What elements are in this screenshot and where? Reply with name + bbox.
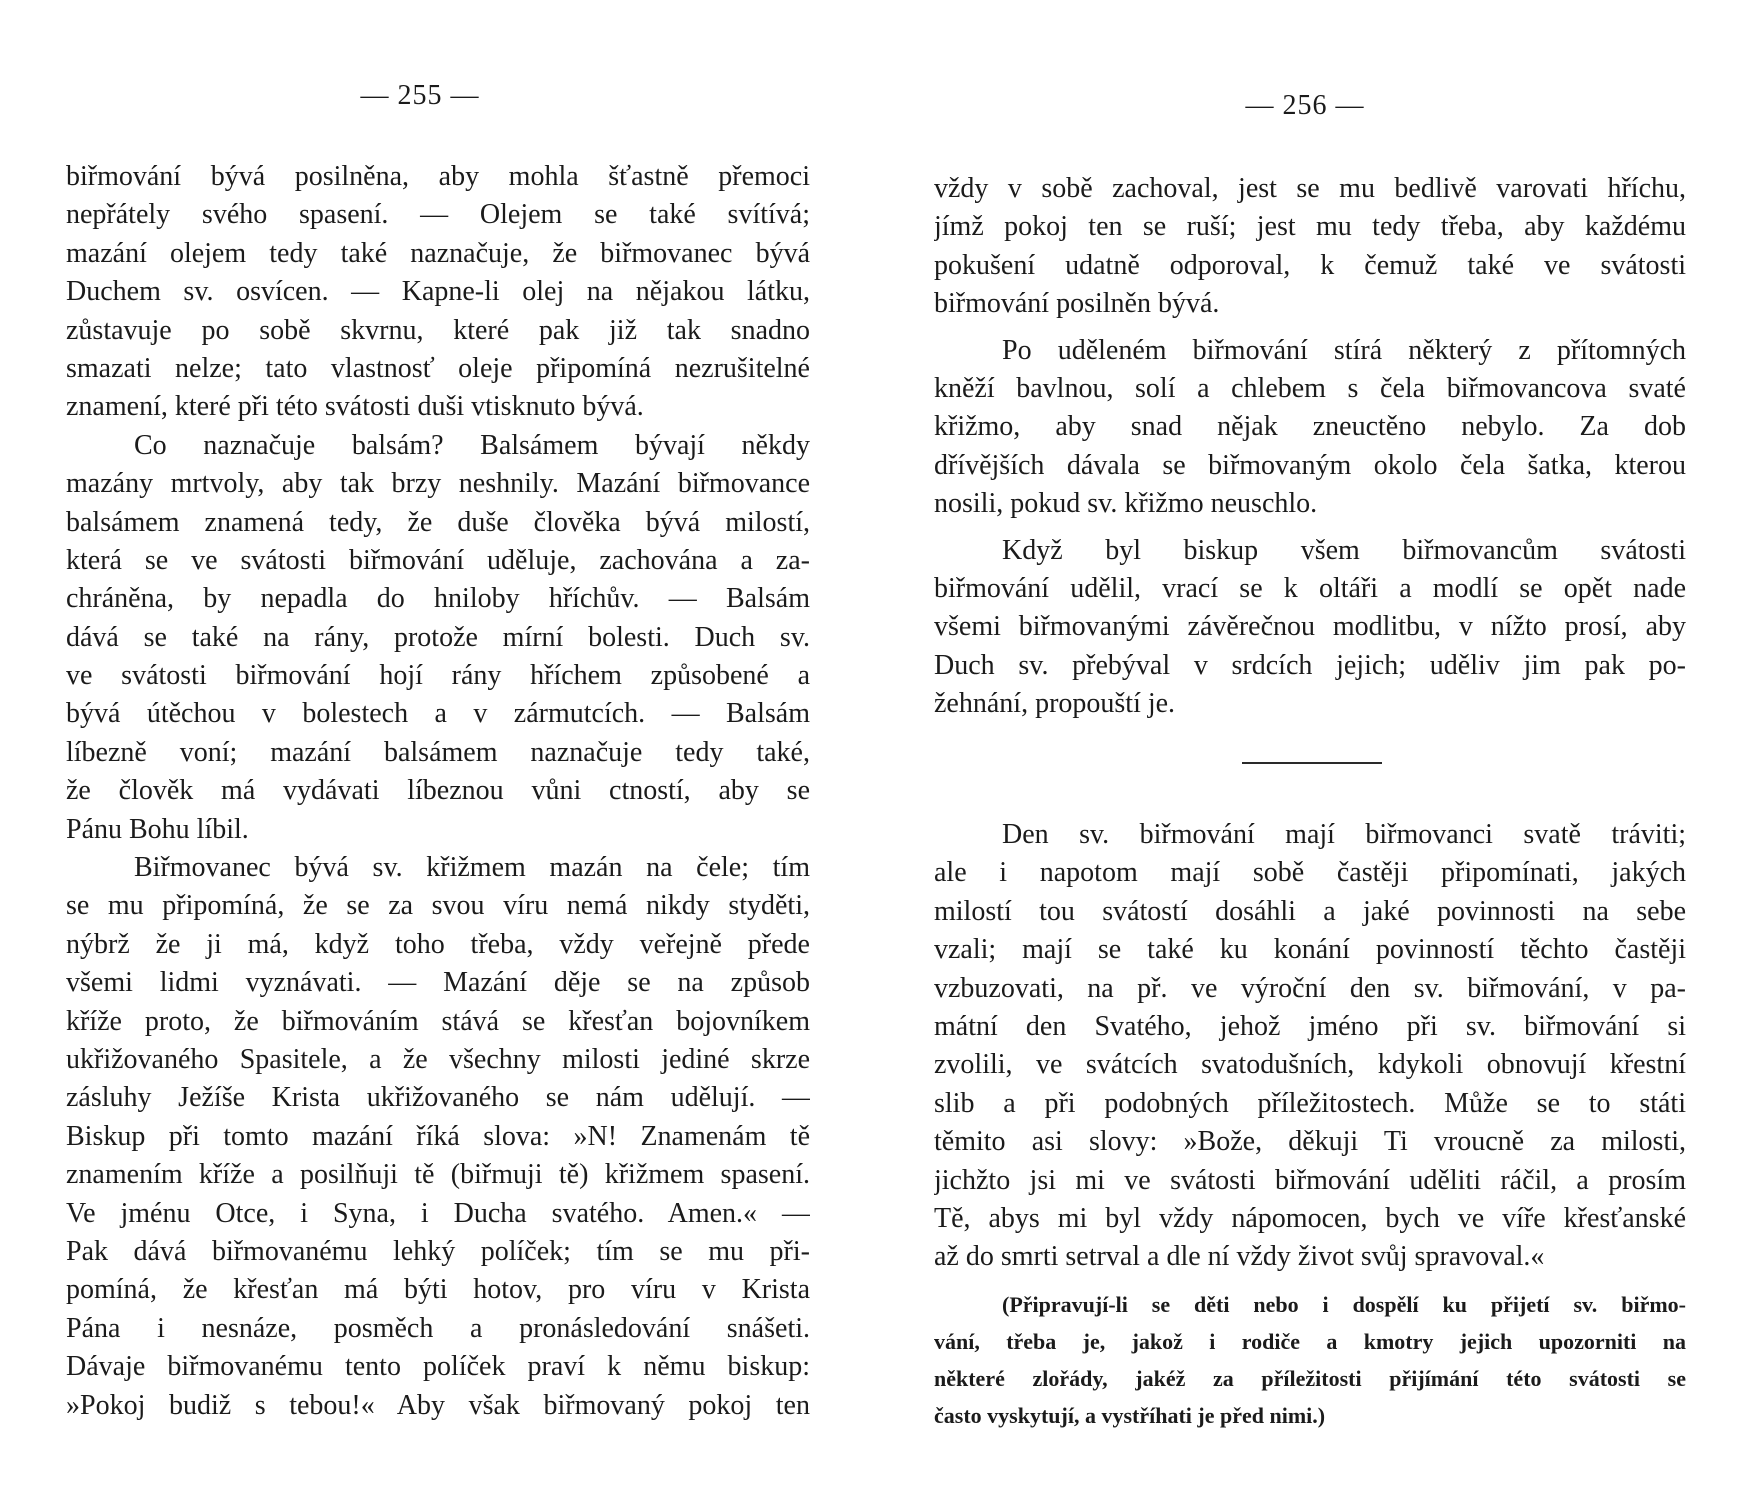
right-page-body [934,170,1686,723]
text-line: nýbrž že ji má, když toho třeba, vždy veřejně přede [66,928,810,960]
text-line: žehnání, propouští je. [934,688,1176,720]
text-line: zásluhy Ježíše Krista ukřižovaného se nám udělují. — [66,1082,810,1114]
text-line: slib a při podobných příležitostech. Může se to státi [934,1087,1686,1119]
text-line: mazání olejem tedy také naznačuje, že biřmovanec bývá [66,237,810,269]
text-line: Když byl biskup všem biřmovancům svátosti [1002,534,1686,566]
text-line: smazati nelze; tato vlastnosť oleje připomíná nezrušitelné [66,352,810,384]
text-line: mazány mrtvoly, aby tak brzy neshnily. Mazání biřmovance [66,468,810,500]
text-line: nosili, pokud sv. křižmo neuschlo. [934,488,1318,520]
text-line: Biskup při tomto mazání říká slova: »N! Znamenám tě [66,1120,810,1152]
text-line: mátní den Svatého, jehož jméno při sv. biřmování si [934,1010,1686,1042]
text-line: Den sv. biřmování mají biřmovanci svatě tráviti; [1002,819,1686,850]
text-line: která se ve svátosti biřmování uděluje, zachována a za- [66,544,810,576]
text-line: ve svátosti biřmování hojí rány hříchem způsobené a [66,660,810,692]
text-line: Dávaje biřmovanému tento políček praví k němu biskup: [66,1351,810,1383]
note-line: (Připravují-li se děti nebo i dospělí ku přijetí sv. biřmo- [1002,1292,1686,1317]
text-line: vzbuzovati, na př. ve výroční den sv. biřmování, v pa- [934,972,1686,1004]
text-line: Duchem sv. osvícen. — Kapne-li olej na nějakou látku, [66,276,810,308]
text-line: bývá útěchou v bolestech a v zármutcích. — Balsám [66,698,810,730]
text-line: že člověk má vydávati líbeznou vůni ctností, aby se [66,775,810,807]
text-line: ukřižovaného Spasitele, a že všechny milosti jediné skrze [66,1043,810,1075]
text-line: biřmování bývá posilněna, aby mohla šťastně přemoci [66,161,810,192]
text-line: Tě, abys mi byl vždy nápomocen, bych ve víře křesťanské [934,1202,1686,1234]
page-number-right: — 256 — [1245,90,1365,121]
text-line: Po uděleném biřmování stírá některý z přítomných [1002,334,1686,366]
text-line: jímž pokoj ten se ruší; jest mu tedy třeba, aby každému [934,211,1686,243]
text-line: biřmování udělil, vrací se k oltáři a modlí se opět nade [934,572,1686,604]
text-line: všemi lidmi vyznávati. — Mazání děje se na způsob [66,967,810,999]
text-line: Biřmovanec bývá sv. křižmem mazán na čele; tím [134,852,810,884]
text-line: znamení, které při této svátosti duši vtisknuto bývá. [66,391,644,423]
text-line: Pána i nesnáze, posměch a pronásledování snášeti. [66,1312,810,1344]
text-line: Duch sv. přebýval v srdcích jejich; uděliv jim pak po- [934,649,1686,681]
text-line: »Pokoj budiž s tebou!« Aby však biřmovaný pokoj ten [66,1389,810,1421]
text-line: vždy v sobě zachoval, jest se mu bedlivě varovati hříchu, [934,173,1686,204]
right-page-second-section [934,816,1686,1277]
text-line: Pánu Bohu líbil. [66,813,249,845]
left-page-body [66,158,810,1425]
text-line: Co naznačuje balsám? Balsámem bývají někdy [134,429,810,461]
text-line: ale i napotom mají sobě častěji připomínati, jakých [934,857,1686,889]
text-line: chráněna, by nepadla do hniloby hříchův. — Balsám [66,583,810,615]
text-line: kříže proto, že biřmováním stává se křesťan bojovníkem [66,1005,810,1037]
footnote [934,1286,1686,1434]
text-line: vzali; mají se také ku konání povinností těchto častěji [934,934,1686,966]
text-line: Pak dává biřmovanému lehký políček; tím se mu při- [66,1235,810,1267]
text-line: dává se také na rány, protože mírní bolesti. Duch sv. [66,621,810,653]
text-line: balsámem znamená tedy, že duše člověka bývá milostí, [66,506,810,538]
text-line: až do smrti setrval a dle ní vždy život svůj spravoval.« [934,1241,1545,1273]
text-line: jichžto jsi mi ve svátosti biřmování uděliti ráčil, a prosím [934,1164,1686,1196]
text-line: líbezně voní; mazání balsámem naznačuje tedy také, [66,736,810,768]
text-line: pokušení udatně odporoval, k čemuž také ve svátosti [934,249,1686,281]
text-line: znamením kříže a posilňuji tě (biřmuji tě) křižmem spasení. [66,1159,810,1191]
text-line: kněží bavlnou, solí a chlebem s čela biřmovancova svaté [934,372,1686,404]
text-line: biřmování posilněn bývá. [934,288,1220,320]
text-line: křižmo, aby snad nějak zneuctěno nebylo. Za dob [934,411,1686,443]
text-line: všemi biřmovanými závěrečnou modlitbu, v nížto prosí, aby [934,611,1686,643]
text-line: se mu připomíná, že se za svou víru nemá nikdy styděti, [66,890,810,922]
text-line: těmito asi slovy: »Bože, děkuji Ti vroucně za milosti, [934,1126,1686,1158]
text-line: zůstavuje po sobě skvrnu, které pak již tak snadno [66,314,810,346]
note-line: některé zlořády, jakéž za příležitosti přijímání této svátosti se [934,1366,1686,1391]
page-number-left: — 255 — [360,80,480,111]
text-line: pomíná, že křesťan má býti hotov, pro víru v Krista [66,1274,810,1306]
text-line: nepřátely svého spasení. — Olejem se také svítívá; [66,199,810,231]
text-line: dřívějších dávala se biřmovaným okolo čela šatka, kterou [934,449,1686,481]
section-divider [1242,762,1382,764]
note-line: často vyskytují, a vystříhati je před nimi.) [934,1403,1326,1428]
text-line: zvolili, ve svátcích svatodušních, kdykoli obnovují křestní [934,1049,1686,1081]
text-line: Ve jménu Otce, i Syna, i Ducha svatého. Amen.« — [66,1197,810,1229]
note-line: vání, třeba je, jakož i rodiče a kmotry jejich upozorniti na [934,1329,1686,1354]
text-line: milostí tou svátostí dosáhli a jaké povinnosti na sebe [934,895,1686,927]
